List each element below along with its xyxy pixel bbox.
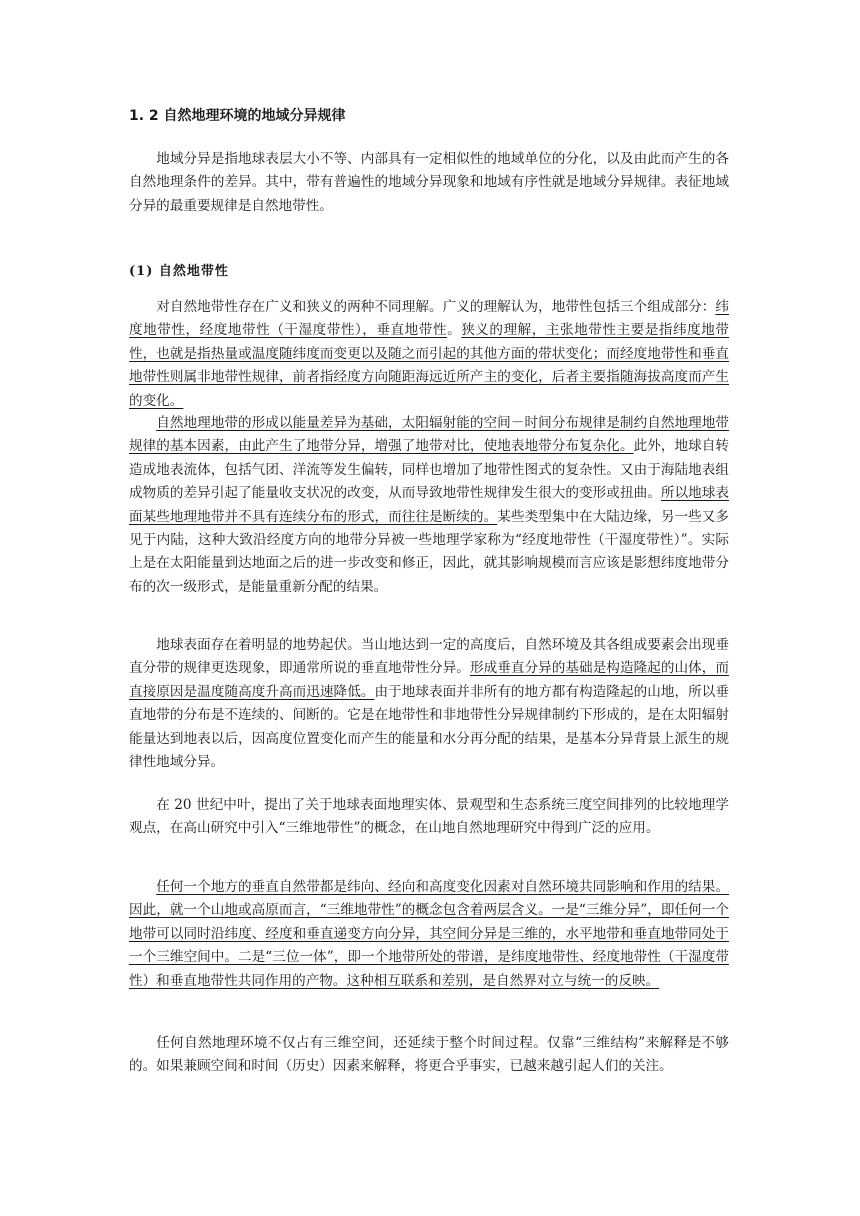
paragraph-three-dimensional (129, 794, 729, 841)
underlined-text: 自然地理地带的形成以能量差异为基础，太阳辐射能的空间－时间分布规律是制约自然地理地带规律的基本因素，由此产生了地带分异，增强了地带对比，使地表地带分布复杂化。 (129, 415, 729, 455)
paragraph-zone-formation (129, 412, 729, 599)
subsection-heading: (1) 自然地带性 (129, 264, 229, 279)
paragraph-zonality-definition (129, 296, 729, 413)
underlined-text: 纬度地带性，经度地带性（干湿度带性），垂直地带性 (129, 299, 729, 339)
paragraph-regional-differentiation (129, 148, 729, 218)
paragraph-text: 任何自然地理环境不仅占有三维空间，还延续于整个时间过程。仅靠“三维结构”来解释是不够的。如果兼顾空间和时间（历史）因素来解释，将更合乎事实，已越来越引起人们的关注。 (129, 1035, 729, 1075)
underlined-text: 任何一个地方的垂直自然带都是纬向、经向和高度变化因素对自然环境共同影响和作用的结果。因此，就一个山地或高原而言，“三维地带性”的概念包含着两层含义。一是“三维分异”，即任何一个地带可以同时沿纬度、经度和垂直递变方向分异，其空间分异是三维的，水平地带和垂直地带同处于一个三维空间中。二是“三位一体”，即一个地带所处的带谱，是纬度地带性、经度地带性（干湿度带性）和垂直地带性共同作用的产物。这种相互联系和差别，是自然界对立与统一的反映。 (129, 879, 729, 989)
paragraph-time-process (129, 1032, 729, 1079)
paragraph-text: 某些类型集中在大陆边缘，另一些又多见于内陆，这种大致沿经度方向的地带分异被一些地理学家称为“经度地带性（干湿度带性）”。实际上是在太阳能量到达地面之后的进一步改变和修正，因此，就其影响规模而言应该是影想纬度地带分布的次一级形式，是能量重新分配的结果。 (129, 508, 730, 595)
underlined-text: 狭义的理解，主张地带性主要是指纬度地带性，也就是指热量或温度随纬度而变更以及随之而引起的其他方面的带状变化；而经度地带性和垂直地带性则属非地带性规律，前者指经度方向随距海远近所产主的变化，后者主要指随海拔高度而产生的变化。 (129, 322, 730, 409)
paragraph-text: 地域分异是指地球表层大小不等、内部具有一定相似性的地域单位的分化，以及由此而产生的各自然地理条件的差异。其中，带有普遍性的地域分异现象和地域有序性就是地域分异规律。表征地域分异的最重要规律是自然地带性。 (129, 151, 729, 214)
paragraph-text: 对自然地带性存在广义和狭义的两种不同理解。广义的理解认为，地带性包括三个组成部分： (156, 299, 716, 315)
paragraph-text: 地球表面存在着明显的地势起伏。当山地达到一定的高度后，自然环境及其各组成要素会出现垂直分带的规律更迭现象，即通常所说的垂直地带性分异。 (129, 637, 729, 677)
paragraph-text: 由于地球表面并非所有的地方都有构造隆起的山地，所以垂直地带的分布是不连续的、间断的。它是在地带性和非地带性分异规律制约下形成的，是在太阳辐射能量达到地表以后，因高度位置变化而产生的能量和水分再分配的结果，是基本分异背景上派生的规律性地域分异。 (129, 683, 730, 771)
paragraph-vertical-zonality (129, 634, 729, 774)
paragraph-text: 。 (447, 322, 462, 339)
paragraph-text: 此外，地球自转造成地表流体，包括气团、洋流等发生偏转，同样也增加了地带性图式的复杂性。又由于海陆地表组成物质的差异引起了能量收支状况的改变，从而导致地带性规律发生很大的变形或扭曲。 (129, 438, 730, 502)
underlined-text: 形成垂直分异的基础是构造隆起的山体，而直接原因是温度随高度升高而迅速降低。 (129, 660, 730, 700)
underlined-text: 所以地球表面某些地理地带并不具有连续分布的形式，而往往是断续的。 (129, 485, 730, 525)
paragraph-text: 在 20 世纪中叶，提出了关于地球表面地理实体、景观型和生态系统三度空间排列的比较地理学观点，在高山研究中引入“三维地带性”的概念，在山地自然地理研究中得到广泛的应用。 (129, 797, 729, 837)
paragraph-vertical-natural-belt (129, 876, 729, 993)
section-heading: 1. 2 自然地理环境的地域分异规律 (129, 108, 346, 124)
